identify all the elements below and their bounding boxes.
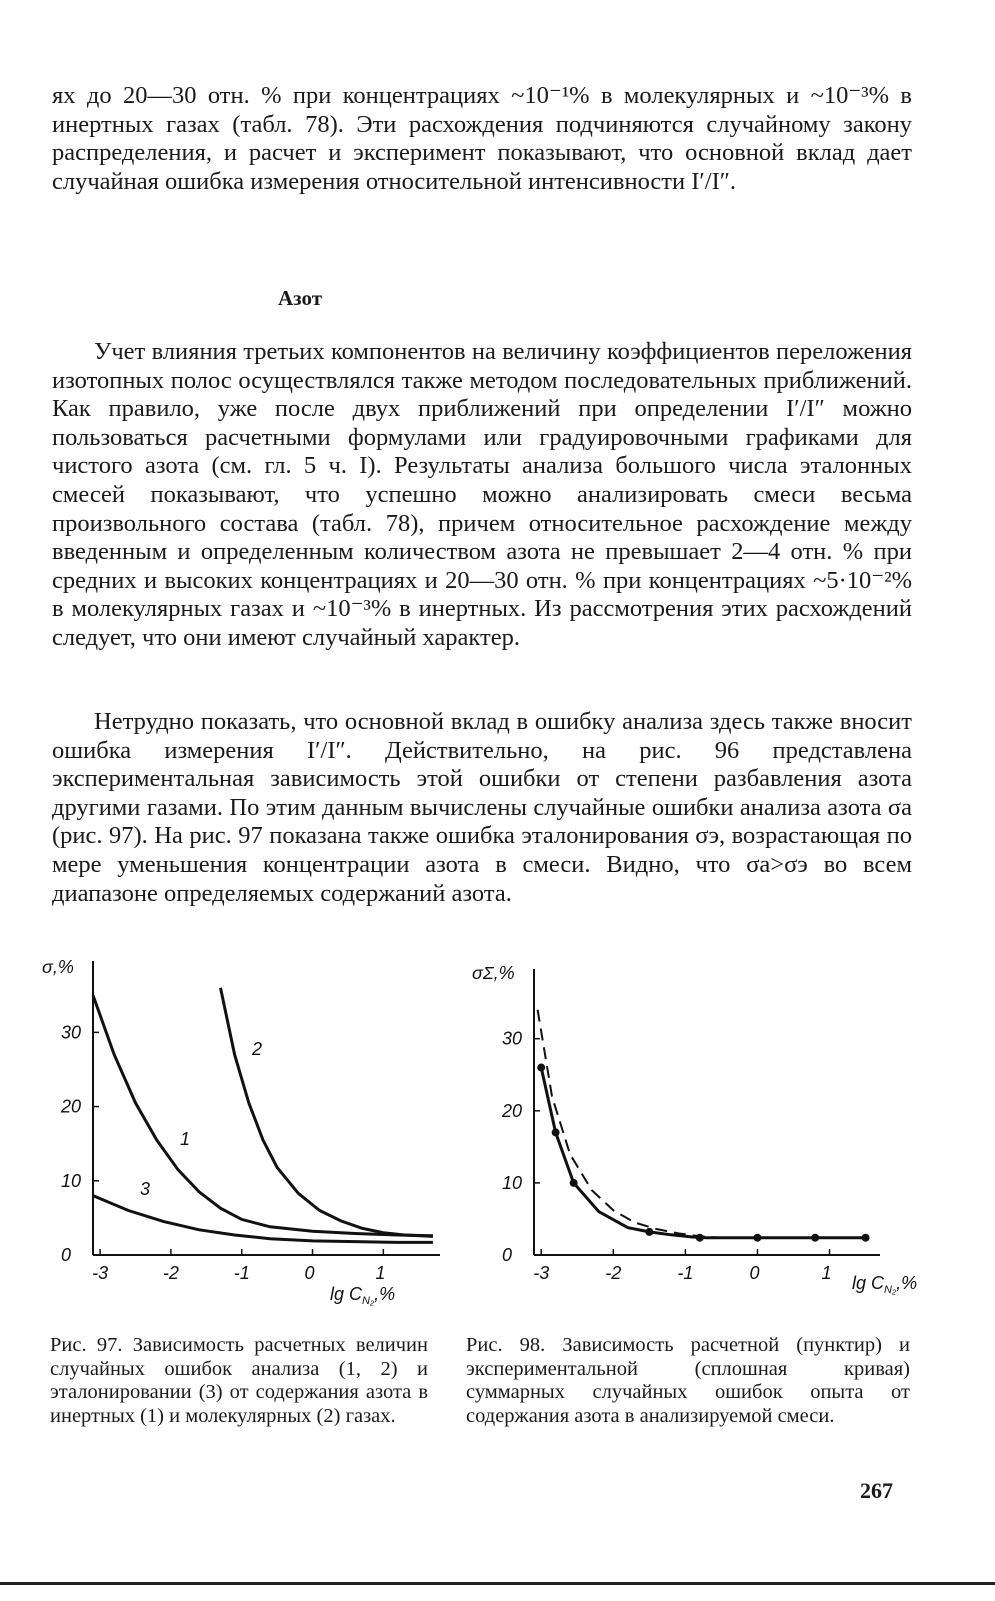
fig97-series-1 [93,995,433,1235]
fig98-x-tick-label: -3 [533,1263,550,1283]
paragraph-3: Нетрудно показать, что основной вклад в ошибку анализа здесь также вносит ошибка измерения I′/I″. Действительно, на рис. 96 представлена экспериментальная зависимость этой ошибки от степени разбавления азота другими газами. По этим данным вычислены случайные ошибки анализа азота σа (рис. 97). На рис. 97 показана также ошибка эталонирования σэ, возрастающая по мере уменьшения концентрации азота в смеси. Видно, что σа>σэ во всем диапазоне определяемых содержаний азота. [52,708,912,907]
fig97-x-tick-label: 1 [375,1263,386,1283]
fig97-curve-label-3: 3 [140,1179,151,1199]
figure-98-caption: Рис. 98. Зависимость расчетной (пунктир) и экспериментальной (сплошная кривая) суммарных случайных ошибок опыта от содержания азота в анализируемой смеси. [466,1334,910,1427]
fig97-curve-label-2: 2 [252,1039,263,1059]
fig97-y-tick-label: 0 [61,1245,72,1265]
fig98-y-tick-label: 10 [502,1172,523,1193]
fig98-data-point [862,1234,870,1242]
paragraph-1: ях до 20—30 отн. % при концентрациях ~10⁻¹% в молекулярных и ~10⁻³% в инертных газах (табл. 78). Эти расхождения подчиняются случайному закону распределения, и расчет и эксперимент показывают, что основной вклад дает случайная ошибка измерения относительной интенсивности I′/I″. [52,82,912,195]
fig97-x-axis-label: $\lg C_{N_2},\%$ [330,1284,396,1307]
fig97-x-tick-label: -2 [162,1263,179,1283]
figure-97-chart [40,955,460,1315]
page-number: 267 [860,1478,893,1503]
fig97-curve-label-1: 1 [180,1129,191,1149]
fig98-data-point [696,1234,704,1242]
fig98-x-tick-label: 0 [749,1263,760,1283]
section-heading: Азот [277,286,323,310]
fig97-series-2 [221,988,433,1237]
fig97-x-tick-label: 0 [304,1263,315,1283]
fig98-x-axis-label: $\lg C_{N_2},\%$ [852,1273,918,1296]
fig98-y-tick-label: 30 [502,1028,523,1049]
fig97-y-tick-label: 20 [61,1096,82,1117]
fig98-data-point [811,1234,819,1242]
figure-97-caption: Рис. 97. Зависимость расчетных величин случайных ошибок анализа (1, 2) и эталонировании (3) от содержания азота в инертных (1) и молекулярных (2) газах. [50,1334,428,1427]
fig98-series-dashed [538,1010,722,1238]
fig98-data-point [537,1064,545,1072]
fig97-y-tick-label: 10 [61,1170,82,1191]
fig98-y-axis-label: σΣ,% [472,963,515,983]
fig98-y-tick-label: 0 [502,1245,513,1265]
fig97-y-tick-label: 30 [61,1022,82,1043]
fig98-y-tick-label: 20 [502,1100,523,1121]
figure-98-chart [468,955,938,1315]
fig98-x-tick-label: 1 [821,1263,832,1283]
paragraph-2: Учет влияния третьих компонентов на величину коэффициентов переложения изотопных полос осуществлялся также методом последовательных приближений. Как правило, уже после двух приближений при определении I′/I″ можно пользоваться расчетными формулами или градуировочными графиками для чистого азота (см. гл. 5 ч. I). Результаты анализа большого числа эталонных смесей показывают, что успешно можно анализировать смеси весьма произвольного состава (табл. 78), причем относительное расхождение между введенным и определенным количеством азота не превышает 2—4 отн. % при средних и высоких концентрациях и 20—30 отн. % при концентрациях ~5·10⁻²% в молекулярных газах и ~10⁻³% в инертных. Из рассмотрения этих расхождений следует, что они имеют случайный характер. [52,338,912,651]
fig98-data-point [753,1234,761,1242]
fig98-x-tick-label: -1 [677,1263,694,1283]
fig98-x-tick-label: -2 [605,1263,622,1283]
fig98-data-point [570,1179,578,1187]
fig98-data-point [552,1128,560,1136]
fig97-x-tick-label: -3 [92,1263,109,1283]
fig98-series-solid [541,1068,865,1238]
bottom-rule [0,1582,995,1585]
fig97-y-axis-label: σ,% [42,957,74,977]
fig98-data-point [645,1228,653,1236]
fig97-x-tick-label: -1 [233,1263,250,1283]
